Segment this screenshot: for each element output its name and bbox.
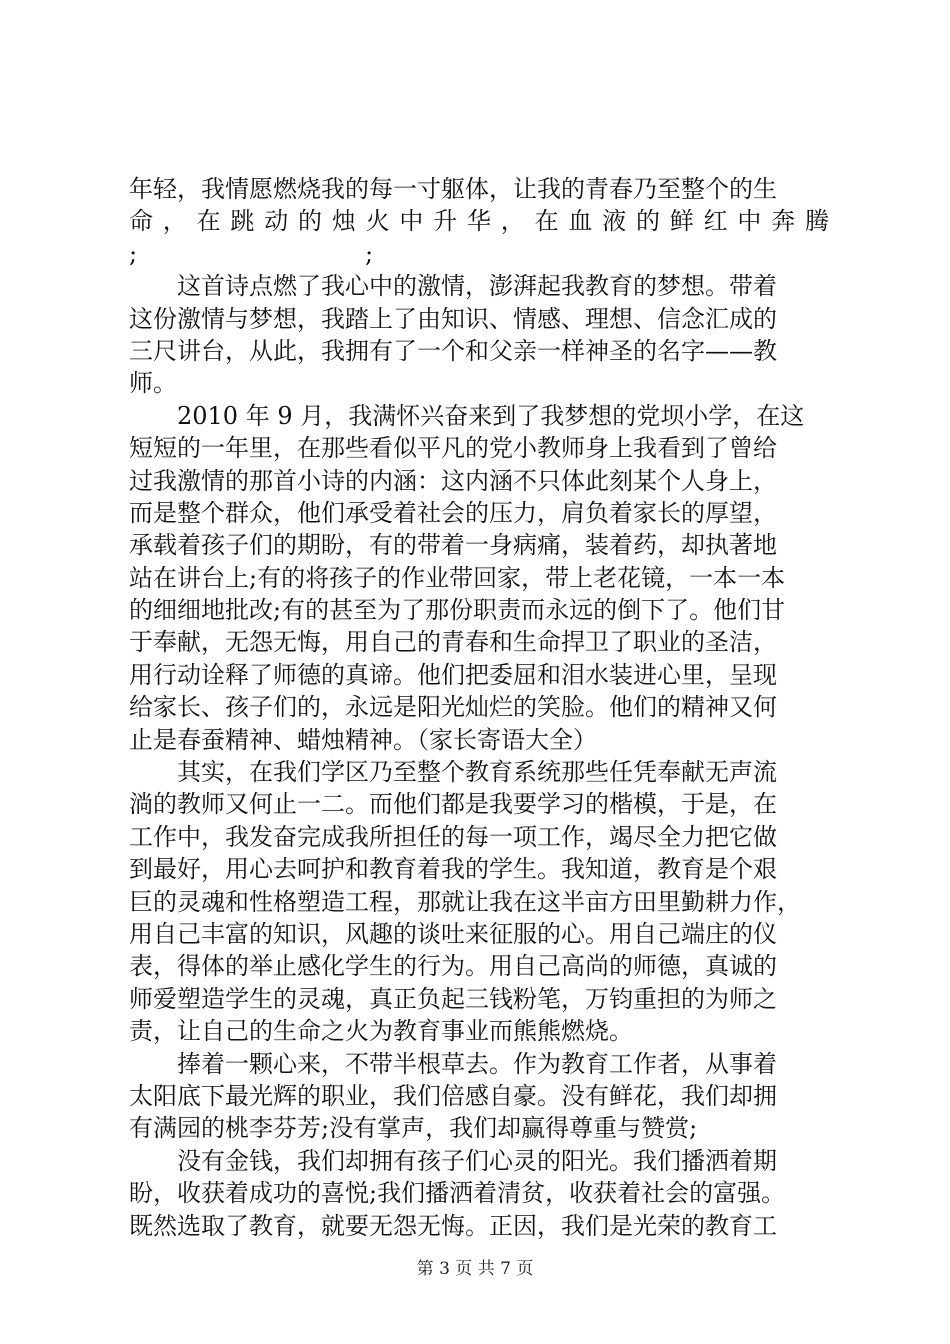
text-line: 到最好，用心去呵护和教育着我的学生。我知道，教育是个艰	[129, 855, 777, 884]
text-line: 止是春蚕精神、蜡烛精神。（家长寄语大全）	[129, 725, 597, 754]
text-line: 给家长、孩子们的，永远是阳光灿烂的笑脸。他们的精神又何	[129, 693, 777, 722]
text-line: 用行动诠释了师德的真谛。他们把委屈和泪水装进心里，呈现	[129, 660, 777, 689]
text-line: 于奉献，无怨无悔，用自己的青春和生命捍卫了职业的圣洁，	[129, 628, 777, 657]
paragraph-first-line: 2010 年 9 月，我满怀兴奋来到了我梦想的党坝小学，在这	[177, 401, 805, 430]
text-line: 年轻，我情愿燃烧我的每一寸躯体，让我的青春乃至整个的生	[129, 175, 777, 203]
text-line: 师。	[129, 369, 177, 398]
text-line: 承载着孩子们的期盼，有的带着一身病痛，装着药，却执著地	[129, 531, 777, 560]
text-line: 站在讲台上;有的将孩子的作业带回家，带上老花镜，一本一本	[129, 563, 786, 592]
text-line: 既然选取了教育，就要无怨无悔。正因，我们是光荣的教育工	[129, 1211, 777, 1240]
text-line: 太阳底下最光辉的职业，我们倍感自豪。没有鲜花，我们却拥	[129, 1081, 777, 1110]
text-line: 而是整个群众，他们承受着社会的压力，肩负着家长的厚望，	[129, 498, 777, 527]
page-number-footer: 第 3 页 共 7 页	[416, 1259, 534, 1279]
text-line: 表，得体的举止感化学生的行为。用自己高尚的师德，真诚的	[129, 952, 777, 981]
text-line: 用自己丰富的知识，风趣的谈吐来征服的心。用自己端庄的仪	[129, 919, 777, 948]
text-line: 责，让自己的生命之火为教育事业而熊熊燃烧。	[129, 1017, 633, 1046]
text-line: 巨的灵魂和性格塑造工程，那就让我在这半亩方田里勤耕力作，	[129, 887, 801, 916]
text-line: 的细细地批改;有的甚至为了那份职责而永远的倒下了。他们甘	[129, 596, 786, 625]
paragraph-first-line: 没有金钱，我们却拥有孩子们心灵的阳光。我们播洒着期	[177, 1146, 777, 1175]
text-line: 短短的一年里，在那些看似平凡的党小教师身上我看到了曾给	[129, 434, 777, 463]
paragraph-first-line: 其实，在我们学区乃至整个教育系统那些任凭奉献无声流	[177, 758, 777, 787]
semicolon-mark: ;	[129, 239, 138, 268]
text-line: 师爱塑造学生的灵魂，真正负起三钱粉笔，万钧重担的为师之	[129, 984, 777, 1013]
text-line: 这份激情与梦想，我踏上了由知识、情感、理想、信念汇成的	[129, 304, 777, 333]
text-line: 淌的教师又何止一二。而他们都是我要学习的楷模，于是，在	[129, 790, 777, 819]
paragraph-first-line: 捧着一颗心来，不带半根草去。作为教育工作者，从事着	[177, 1049, 777, 1078]
text-line: 过我激情的那首小诗的内涵：这内涵不只体此刻某个人身上，	[129, 466, 777, 495]
text-line: 盼，收获着成功的喜悦;我们播洒着清贫，收获着社会的富强。	[129, 1179, 786, 1208]
text-line-semicolons	[129, 238, 829, 270]
text-line: 三尺讲台，从此，我拥有了一个和父亲一样神圣的名字——教	[129, 336, 777, 365]
document-body	[129, 173, 829, 1242]
text-line: 命 ， 在 跳 动 的 烛 火 中 升 华 ， 在 血 液 的 鲜 红 中 奔 腾	[129, 207, 829, 236]
semicolon-mark: ;	[365, 239, 374, 268]
text-line: 有满园的桃李芬芳;没有掌声，我们却赢得尊重与赞赏;	[129, 1114, 698, 1143]
paragraph-first-line: 这首诗点燃了我心中的激情，澎湃起我教育的梦想。带着	[177, 272, 777, 301]
text-line: 工作中，我发奋完成我所担任的每一项工作，竭尽全力把它做	[129, 822, 777, 851]
